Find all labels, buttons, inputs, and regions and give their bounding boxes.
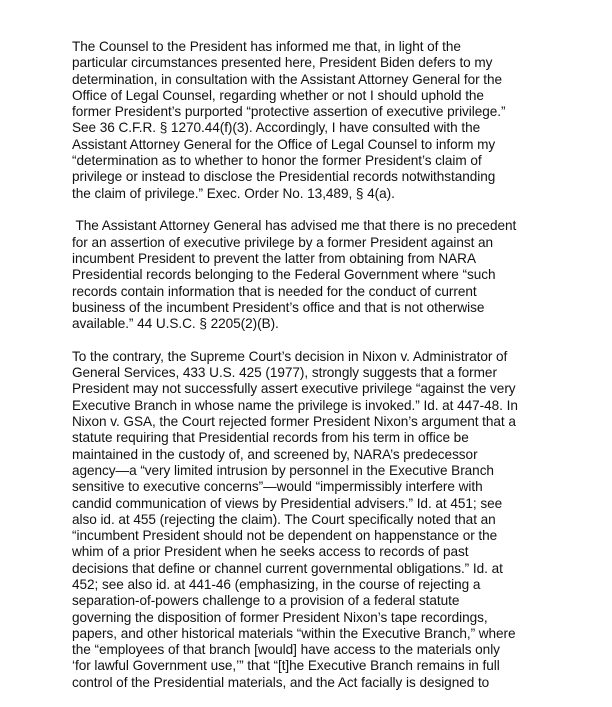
text-line: “determination as to whether to honor the former President’s claim of <box>72 153 482 169</box>
text-line: Nixon v. GSA, the Court rejected former President Nixon’s argument that a <box>72 414 516 430</box>
text-line: separation-of-powers challenge to a provision of a federal statute <box>72 593 460 609</box>
text-line: President may not successfully assert executive privilege “against the very <box>72 381 516 397</box>
text-line: Office of Legal Counsel, regarding whether or not I should uphold the <box>72 87 484 103</box>
text-line: available.” 44 U.S.C. § 2205(2)(B). <box>72 316 279 332</box>
text-line: statute requiring that Presidential records from his term in office be <box>72 430 469 446</box>
text-line: maintained in the custody of, and screened by, NARA’s predecessor <box>72 446 478 462</box>
text-line: papers, and other historical materials “within the Executive Branch,” where <box>72 625 516 641</box>
text-line: also id. at 455 (rejecting the claim). The Court specifically noted that an <box>72 511 496 527</box>
text-line: privilege or instead to disclose the Presidential records notwithstanding <box>72 169 496 185</box>
letter-body <box>72 39 542 707</box>
text-line: The Assistant Attorney General has advised me that there is no precedent <box>72 218 517 234</box>
text-line: See 36 C.F.R. § 1270.44(f)(3). Accordingly, I have consulted with the <box>72 120 481 136</box>
text-line: for an assertion of executive privilege by a former President against an <box>72 234 494 250</box>
text-line: control of the Presidential materials, and the Act facially is designed to <box>72 674 490 690</box>
paragraph-nixon-v-gsa <box>72 349 542 691</box>
text-line: former President’s purported “protective assertion of executive privilege.” <box>72 104 506 120</box>
text-line: incumbent President to prevent the latter from obtaining from NARA <box>72 250 476 266</box>
text-line: 452; see also id. at 441-46 (emphasizing, in the course of rejecting a <box>72 576 481 592</box>
text-line: Executive Branch in whose name the privilege is invoked.” Id. at 447-48. In <box>72 397 518 413</box>
text-line: determination, in consultation with the Assistant Attorney General for the <box>72 71 503 87</box>
text-line: particular circumstances presented here, President Biden defers to my <box>72 55 493 71</box>
text-line: Assistant Attorney General for the Office of Legal Counsel to inform my <box>72 136 496 152</box>
text-line: General Services, 433 U.S. 425 (1977), strongly suggests that a former <box>72 365 497 381</box>
text-line: the claim of privilege.” Exec. Order No. 13,489, § 4(a). <box>72 185 395 201</box>
text-line: sensitive to executive concerns”—would “impermissibly interfere with <box>72 479 483 495</box>
text-line: candid communication of views by Presidential advisers.” Id. at 451; see <box>72 495 503 511</box>
text-line: records contain information that is needed for the conduct of current <box>72 283 477 299</box>
text-line: governing the disposition of former President Nixon’s tape recordings, <box>72 609 488 625</box>
paragraph-olc-advice <box>72 218 542 332</box>
text-line: the “employees of that branch [would] have access to the materials only <box>72 642 500 658</box>
text-line: decisions that define or channel current governmental obligations.” Id. at <box>72 560 503 576</box>
text-line: agency—a “very limited intrusion by personnel in the Executive Branch <box>72 462 494 478</box>
text-line: business of the incumbent President’s office and that is not otherwise <box>72 299 485 315</box>
text-line: ‘for lawful Government use,’” that “[t]he Executive Branch remains in full <box>72 658 500 674</box>
paragraph-deference <box>72 39 542 202</box>
text-line: Presidential records belonging to the Federal Government where “such <box>72 267 496 283</box>
text-line: The Counsel to the President has informed me that, in light of the <box>72 39 461 54</box>
text-line: To the contrary, the Supreme Court’s decision in Nixon v. Administrator of <box>72 348 508 364</box>
text-line: whim of a prior President when he seeks access to records of past <box>72 544 469 560</box>
text-line: “incumbent President should not be dependent on happenstance or the <box>72 528 498 544</box>
